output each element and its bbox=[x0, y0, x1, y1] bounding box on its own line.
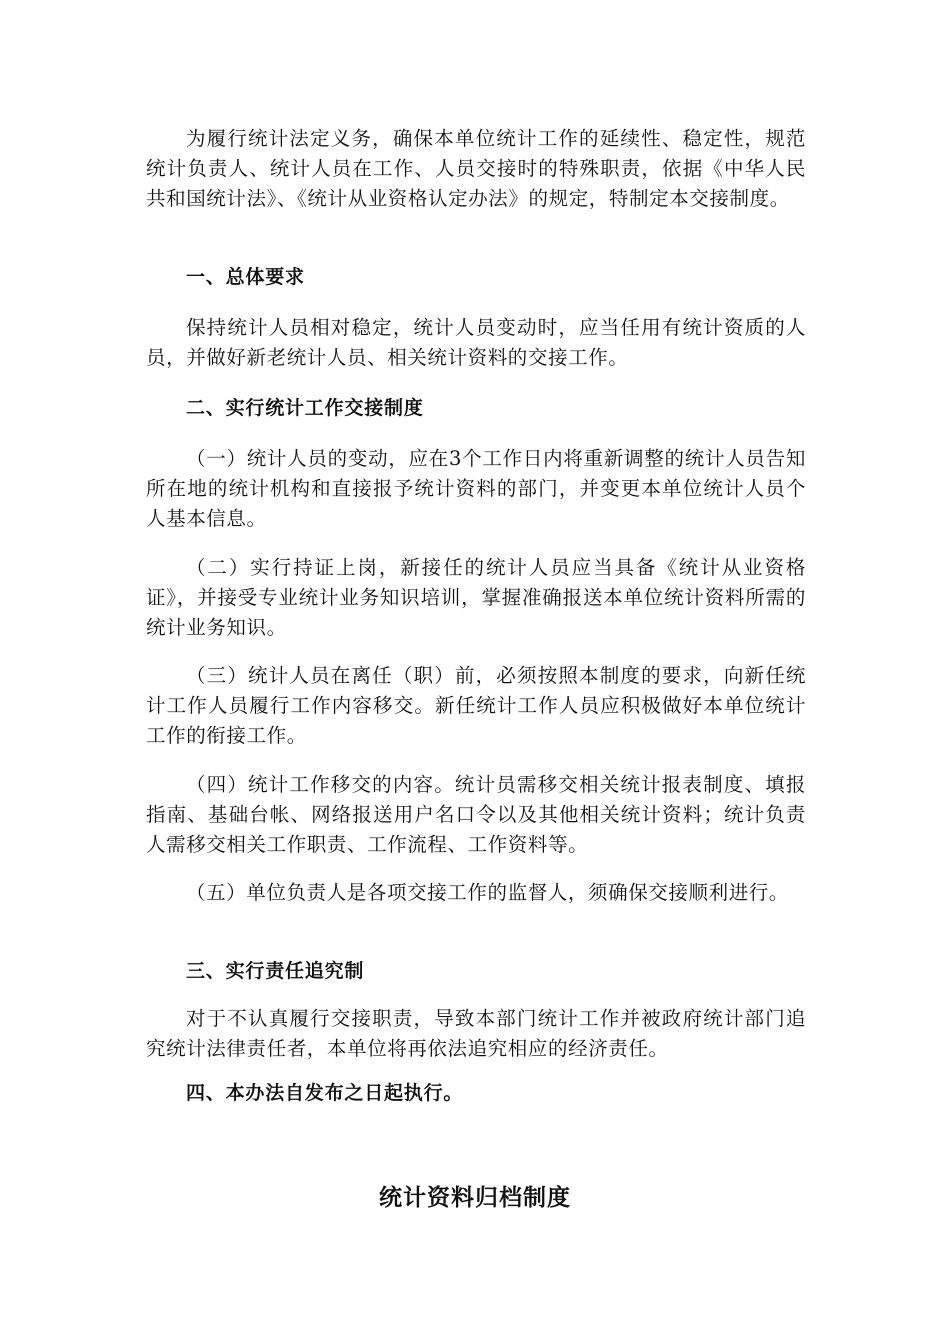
handover-item-1: （一）统计人员的变动，应在3个工作日内将重新调整的统计人员告知所在地的统计机构和直接报予统计资料的部门，并变更本单位统计人员个人基本信息。 bbox=[146, 447, 806, 530]
section-heading-general-requirements: 一、总体要求 bbox=[186, 266, 305, 288]
section-heading-effective-date: 四、本办法自发布之日起执行。 bbox=[186, 1082, 464, 1104]
intro-paragraph: 为履行统计法定义务，确保本单位统计工作的延续性、稳定性，规范统计负责人、统计人员在工作、人员交接时的特殊职责，依据《中华人民共和国统计法》、《统计从业资格认定办法》的规定，特制定本交接制度。 bbox=[146, 127, 806, 210]
handover-item-2: （二）实行持证上岗，新接任的统计人员应当具备《统计从业资格证》，并接受专业统计业务知识培训，掌握准确报送本单位统计资料所需的统计业务知识。 bbox=[146, 556, 806, 639]
handover-item-5: （五）单位负责人是各项交接工作的监督人，须确保交接顺利进行。 bbox=[186, 881, 790, 904]
section-heading-accountability: 三、实行责任追究制 bbox=[186, 960, 365, 982]
next-document-title: 统计资料归档制度 bbox=[379, 1185, 571, 1211]
section1-paragraph: 保持统计人员相对稳定，统计人员变动时，应当任用有统计资质的人员，并做好新老统计人员、相关统计资料的交接工作。 bbox=[146, 316, 806, 369]
section3-paragraph: 对于不认真履行交接职责，导致本部门统计工作并被政府统计部门追究统计法律责任者，本单位将再依法追究相应的经济责任。 bbox=[146, 1007, 806, 1060]
section-heading-handover-system: 二、实行统计工作交接制度 bbox=[186, 397, 424, 419]
handover-item-4: （四）统计工作移交的内容。统计员需移交相关统计报表制度、填报指南、基础台帐、网络报送用户名口令以及其他相关统计资料；统计负责人需移交相关工作职责、工作流程、工作资料等。 bbox=[146, 773, 806, 856]
handover-item-3: （三）统计人员在离任（职）前，必须按照本制度的要求，向新任统计工作人员履行工作内容移交。新任统计工作人员应积极做好本单位统计工作的衔接工作。 bbox=[146, 664, 806, 747]
